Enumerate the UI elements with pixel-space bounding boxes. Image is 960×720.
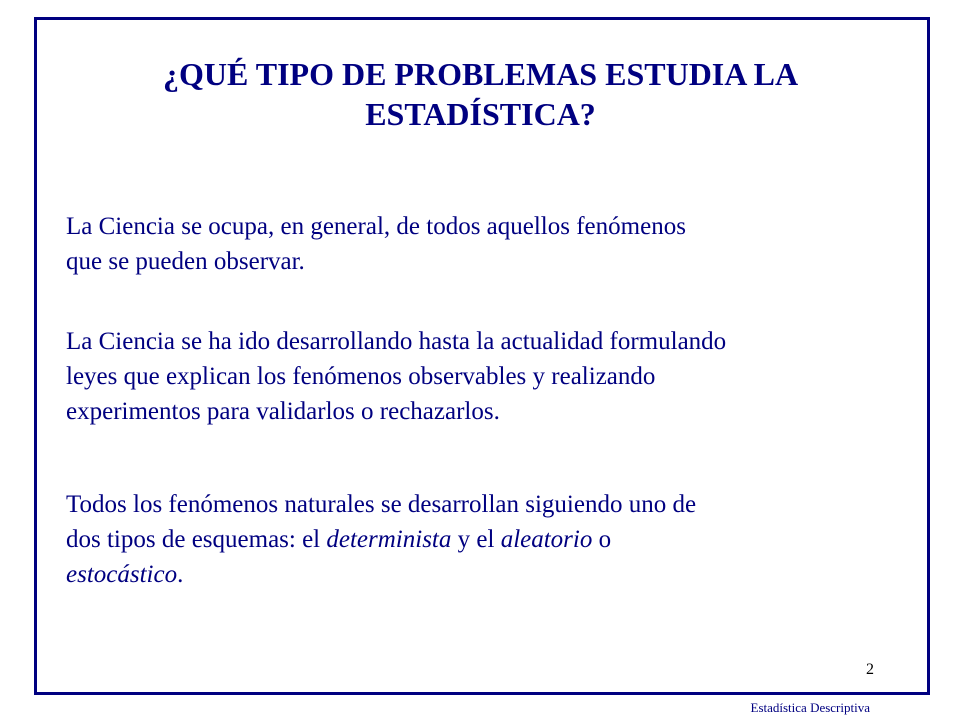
paragraph2-line-2: leyes que explican los fenómenos observables y realizando xyxy=(66,363,656,390)
paragraph1-line-1: La Ciencia se ocupa, en general, de todos aquellos fenómenos xyxy=(66,213,686,240)
slide-title xyxy=(34,54,927,134)
page-number: 2 xyxy=(866,661,874,678)
term-aleatorio: aleatorio xyxy=(500,526,593,553)
paragraph3-line-1: Todos los fenómenos naturales se desarrollan siguiendo uno de xyxy=(66,491,697,518)
paragraph3-line-2-text-c: o xyxy=(592,526,612,553)
title-line-1: ¿QUÉ TIPO DE PROBLEMAS ESTUDIA LA xyxy=(162,56,799,92)
term-estocastico: estocástico xyxy=(66,561,178,588)
title-line-2: ESTADÍSTICA? xyxy=(365,96,596,132)
paragraph-schemes xyxy=(66,487,916,592)
footer-course-title: Estadística Descriptiva xyxy=(750,700,870,715)
paragraph2-line-1: La Ciencia se ha ido desarrollando hasta la actualidad formulando xyxy=(66,328,727,355)
paragraph3-line-2-text-a: dos tipos de esquemas: el xyxy=(66,526,327,553)
paragraph3-line-3-end: . xyxy=(177,561,184,588)
paragraph-science-observation xyxy=(66,209,916,279)
paragraph2-line-3: experimentos para validarlos o rechazarlos. xyxy=(66,398,500,425)
paragraph3-line-2-text-b: y el xyxy=(451,526,501,553)
term-determinista: determinista xyxy=(326,526,452,553)
paragraph3-line-3 xyxy=(66,557,916,592)
paragraph1-line-2: que se pueden observar. xyxy=(66,248,305,275)
paragraph3-line-2 xyxy=(66,522,916,557)
paragraph-science-development xyxy=(66,324,916,429)
